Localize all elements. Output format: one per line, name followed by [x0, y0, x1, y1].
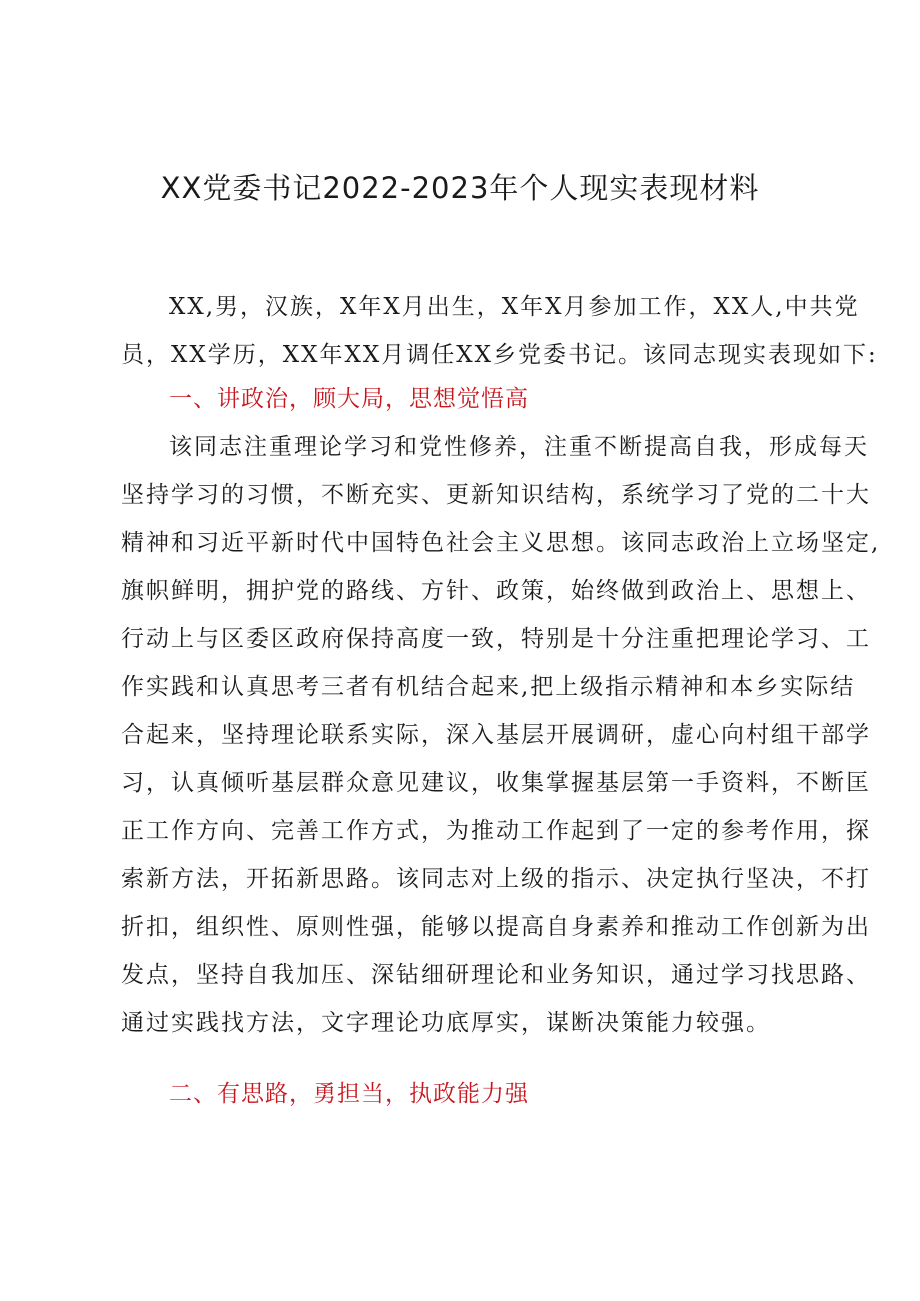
section-1-line-5: 行动上与区委区政府保持高度一致，特别是十分注重把理论学习、工 [121, 626, 871, 652]
section-1-line-4: 旗帜鲜明，拥护党的路线、方针、政策，始终做到政治上、思想上、 [121, 578, 871, 604]
section-1-heading: 一、讲政治，顾大局，思想觉悟高 [169, 386, 529, 412]
section-1-line-6: 作实践和认真思考三者有机结合起来,把上级指示精神和本乡实际结 [121, 674, 856, 700]
section-1-line-13: 通过实践找方法，文字理论功底厚实，谋断决策能力较强。 [121, 1010, 771, 1036]
section-1-line-1: 该同志注重理论学习和党性修养，注重不断提高自我，形成每天 [169, 434, 869, 460]
intro-line-2: 员，XX学历，XX年XX月调任XX乡党委书记。该同志现实表现如下: [121, 342, 878, 368]
section-1-line-7: 合起来，坚持理论联系实际，深入基层开展调研，虚心向村组干部学 [121, 722, 871, 748]
section-1-line-12: 发点，坚持自我加压、深钻细研理论和业务知识，通过学习找思路、 [121, 962, 871, 988]
section-2-heading: 二、有思路，勇担当，执政能力强 [169, 1081, 529, 1107]
section-1-line-3: 精神和习近平新时代中国特色社会主义思想。该同志政治上立场坚定, [121, 530, 881, 556]
section-1-line-9: 正工作方向、完善工作方式，为推动工作起到了一定的参考作用，探 [121, 818, 871, 844]
intro-line-1: XX,男，汉族，X年X月出生，X年X月参加工作，XX人,中共党 [169, 294, 860, 320]
section-1-line-11: 折扣，组织性、原则性强，能够以提高自身素养和推动工作创新为出 [121, 914, 871, 940]
section-1-line-8: 习，认真倾听基层群众意见建议，收集掌握基层第一手资料，不断匡 [121, 770, 871, 796]
document-title: XX党委书记2022-2023年个人现实表现材料 [160, 171, 760, 205]
section-1-line-2: 坚持学习的习惯，不断充实、更新知识结构，系统学习了党的二十大 [121, 482, 871, 508]
section-1-line-10: 索新方法，开拓新思路。该同志对上级的指示、决定执行坚决，不打 [121, 866, 871, 892]
